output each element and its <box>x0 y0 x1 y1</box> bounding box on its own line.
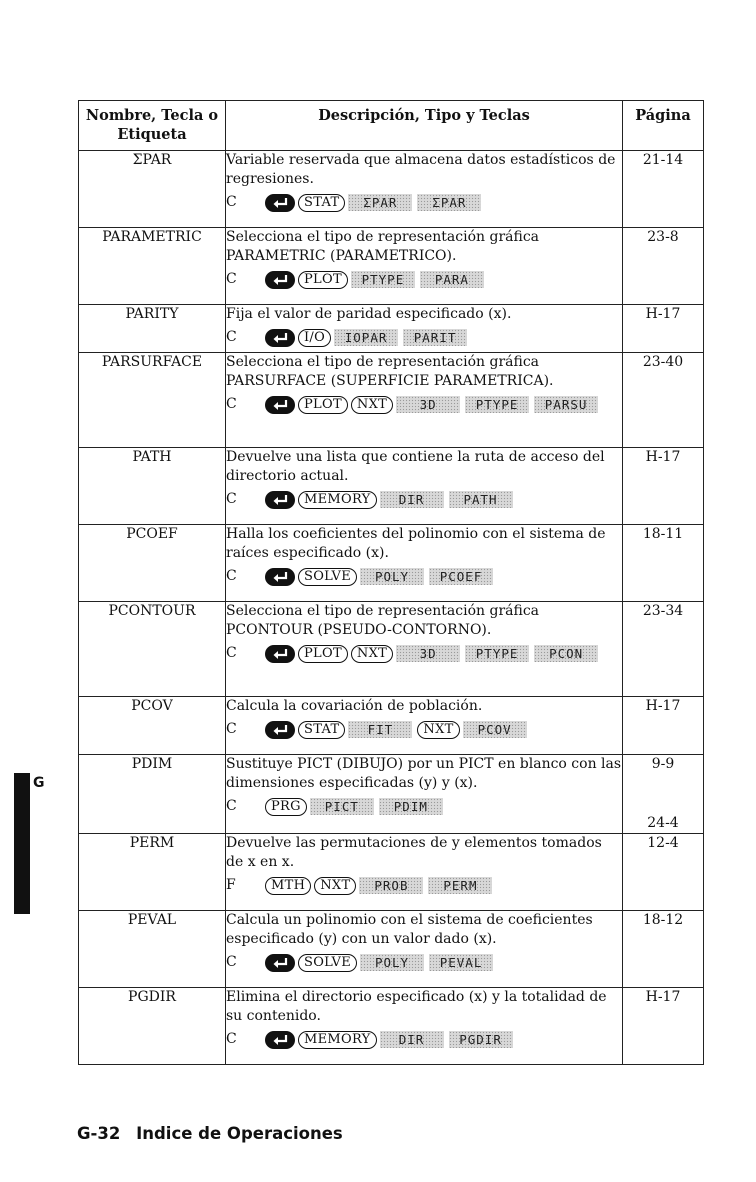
operation-description: Sustituye PICT (DIBUJO) por un PICT en blanco con las dimensiones especificadas (y) y (x). <box>226 756 622 791</box>
page-reference-cell <box>623 602 704 697</box>
operation-description: Fija el valor de paridad especificado (x). <box>226 306 512 322</box>
header-description: Descripción, Tipo y Teclas <box>226 101 623 151</box>
operation-description: Elimina el directorio especificado (x) y la totalidad de su contenido. <box>226 989 607 1024</box>
key-sequence <box>226 797 622 816</box>
key-sequence <box>226 490 622 509</box>
table-row <box>79 988 704 1065</box>
operation-type: C <box>226 645 237 661</box>
operation-description: Devuelve una lista que contiene la ruta de acceso del directorio actual. <box>226 449 605 484</box>
page-reference: 23-8 <box>647 229 679 245</box>
operation-description-cell <box>226 911 623 988</box>
table-row <box>79 448 704 525</box>
menu-softkey-label: PTYPE <box>351 271 415 288</box>
page-reference: 23-40 <box>642 354 684 370</box>
header-name: Nombre, Tecla o Etiqueta <box>79 101 226 151</box>
operation-type: C <box>226 396 237 412</box>
operation-type: C <box>226 329 237 345</box>
calculator-key: PLOT <box>298 645 348 663</box>
operation-name: PARITY <box>79 305 226 353</box>
operation-description: Selecciona el tipo de representación gráfica PCONTOUR (PSEUDO-CONTORNO). <box>226 603 540 638</box>
operation-name: PGDIR <box>79 988 226 1065</box>
operation-description: Variable reservada que almacena datos estadísticos de regresiones. <box>226 152 616 187</box>
calculator-key: PLOT <box>298 271 348 289</box>
operation-name: PCONTOUR <box>79 602 226 697</box>
page-reference-cell <box>623 448 704 525</box>
page-reference-cell <box>623 228 704 305</box>
operation-type: F <box>226 877 236 893</box>
left-shift-key-icon <box>265 1031 295 1049</box>
page-footer <box>77 1124 343 1143</box>
operation-description-cell <box>226 353 623 448</box>
operation-description-cell <box>226 602 623 697</box>
page-reference-cell <box>623 353 704 448</box>
menu-softkey-label: PCON <box>534 645 598 662</box>
table-header-row <box>79 101 704 151</box>
key-sequence <box>226 1030 622 1049</box>
table-row <box>79 525 704 602</box>
table-row <box>79 228 704 305</box>
left-shift-key-icon <box>265 194 295 212</box>
operation-type: C <box>226 1031 237 1047</box>
table-row <box>79 697 704 755</box>
operation-type: C <box>226 721 237 737</box>
operation-description: Devuelve las permutaciones de y elementos tomados de x en x. <box>226 835 602 870</box>
page-reference: 23-34 <box>642 603 684 619</box>
operation-name: PCOV <box>79 697 226 755</box>
table-row <box>79 353 704 448</box>
left-shift-key-icon <box>265 491 295 509</box>
operation-description: Calcula la covariación de población. <box>226 698 483 714</box>
menu-softkey-label: PARSU <box>534 396 598 413</box>
menu-softkey-label: DIR <box>380 491 444 508</box>
menu-softkey-label: ΣPAR <box>417 194 481 211</box>
page-reference: H-17 <box>645 306 681 322</box>
key-sequence <box>226 193 622 212</box>
menu-softkey-label: PCOV <box>463 721 527 738</box>
left-shift-key-icon <box>265 721 295 739</box>
operation-description: Calcula un polinomio con el sistema de coeficientes especificado (y) con un valor dado (x). <box>226 912 593 947</box>
operation-description-cell <box>226 151 623 228</box>
operation-description-cell <box>226 697 623 755</box>
page-reference: H-17 <box>645 989 681 1005</box>
key-sequence <box>226 567 622 586</box>
page-reference-cell <box>623 305 704 353</box>
page-reference-cell <box>623 525 704 602</box>
left-shift-key-icon <box>265 645 295 663</box>
menu-softkey-label: PCOEF <box>429 568 493 585</box>
left-shift-key-icon <box>265 396 295 414</box>
operation-description: Selecciona el tipo de representación gráfica PARAMETRIC (PARAMETRICO). <box>226 229 540 264</box>
menu-softkey-label: 3D <box>396 645 460 662</box>
page-reference-cell <box>623 834 704 911</box>
calculator-key: NXT <box>351 645 393 663</box>
operation-description-cell <box>226 755 623 834</box>
table-row <box>79 305 704 353</box>
operation-type: C <box>226 954 237 970</box>
calculator-key: PLOT <box>298 396 348 414</box>
page-reference-cell <box>623 151 704 228</box>
menu-softkey-label: PTYPE <box>465 396 529 413</box>
menu-softkey-label: PROB <box>359 877 423 894</box>
page-reference: 18-12 <box>642 912 684 928</box>
section-letter: G <box>33 775 45 791</box>
page-reference-secondary: 24-4 <box>647 815 679 831</box>
operation-description: Halla los coeficientes del polinomio con el sistema de raíces especificado (x). <box>226 526 606 561</box>
section-tab-marker <box>14 773 30 914</box>
header-page: Página <box>623 101 704 151</box>
footer-title: Indice de Operaciones <box>136 1124 343 1143</box>
menu-softkey-label: PDIM <box>379 798 443 815</box>
table-row <box>79 911 704 988</box>
operations-table <box>78 100 704 1065</box>
table-row <box>79 602 704 697</box>
menu-softkey-label: PTYPE <box>465 645 529 662</box>
menu-softkey-label: PATH <box>449 491 513 508</box>
operation-description-cell <box>226 988 623 1065</box>
operation-name: ΣPAR <box>79 151 226 228</box>
operation-description-cell <box>226 448 623 525</box>
operation-description: Selecciona el tipo de representación gráfica PARSURFACE (SUPERFICIE PARAMETRICA). <box>226 354 554 389</box>
calculator-key: SOLVE <box>298 954 357 972</box>
operation-name: PCOEF <box>79 525 226 602</box>
page-reference: H-17 <box>645 698 681 714</box>
left-shift-key-icon <box>265 954 295 972</box>
operation-description-cell <box>226 525 623 602</box>
key-sequence <box>226 876 622 895</box>
operation-type: C <box>226 271 237 287</box>
operation-name: PARAMETRIC <box>79 228 226 305</box>
key-sequence <box>226 395 622 414</box>
calculator-key: NXT <box>314 877 356 895</box>
table-row <box>79 151 704 228</box>
menu-softkey-label: POLY <box>360 954 424 971</box>
menu-softkey-label: FIT <box>348 721 412 738</box>
operation-description-cell <box>226 834 623 911</box>
menu-softkey-label: PARIT <box>403 329 467 346</box>
calculator-key: STAT <box>298 721 345 739</box>
page-reference: 12-4 <box>647 835 679 851</box>
table-row <box>79 834 704 911</box>
operation-type: C <box>226 194 237 210</box>
operation-name: PATH <box>79 448 226 525</box>
page-reference: 21-14 <box>642 152 684 168</box>
operation-type: C <box>226 491 237 507</box>
operation-name: PEVAL <box>79 911 226 988</box>
menu-softkey-label: PARA <box>420 271 484 288</box>
left-shift-key-icon <box>265 568 295 586</box>
key-sequence <box>226 644 622 663</box>
page-reference: 9-9 <box>651 756 675 772</box>
page-reference-cell <box>623 697 704 755</box>
menu-softkey-label: IOPAR <box>334 329 398 346</box>
calculator-key: MTH <box>265 877 311 895</box>
footer-page-number: G-32 <box>77 1124 121 1143</box>
page-reference: 18-11 <box>642 526 684 542</box>
key-sequence <box>226 270 622 289</box>
operation-type: C <box>226 568 237 584</box>
left-shift-key-icon <box>265 271 295 289</box>
page-reference: H-17 <box>645 449 681 465</box>
calculator-key: NXT <box>351 396 393 414</box>
key-sequence <box>226 328 622 347</box>
calculator-key: I/O <box>298 329 331 347</box>
key-sequence <box>226 720 622 739</box>
page-reference-cell <box>623 755 704 834</box>
operation-type: C <box>226 798 237 814</box>
calculator-key: MEMORY <box>298 1031 377 1049</box>
menu-softkey-label: PERM <box>428 877 492 894</box>
menu-softkey-label: PGDIR <box>449 1031 513 1048</box>
calculator-key: SOLVE <box>298 568 357 586</box>
menu-softkey-label: PEVAL <box>429 954 493 971</box>
page-reference-cell <box>623 911 704 988</box>
operation-name: PDIM <box>79 755 226 834</box>
menu-softkey-label: PICT <box>310 798 374 815</box>
operation-name: PARSURFACE <box>79 353 226 448</box>
page-reference-cell <box>623 988 704 1065</box>
calculator-key: MEMORY <box>298 491 377 509</box>
menu-softkey-label: 3D <box>396 396 460 413</box>
calculator-key: NXT <box>417 721 459 739</box>
operation-name: PERM <box>79 834 226 911</box>
left-shift-key-icon <box>265 329 295 347</box>
key-sequence <box>226 953 622 972</box>
table-row <box>79 755 704 834</box>
menu-softkey-label: POLY <box>360 568 424 585</box>
menu-softkey-label: DIR <box>380 1031 444 1048</box>
calculator-key: STAT <box>298 194 345 212</box>
operation-description-cell <box>226 228 623 305</box>
calculator-key: PRG <box>265 798 307 816</box>
menu-softkey-label: ΣPAR <box>348 194 412 211</box>
operation-description-cell <box>226 305 623 353</box>
